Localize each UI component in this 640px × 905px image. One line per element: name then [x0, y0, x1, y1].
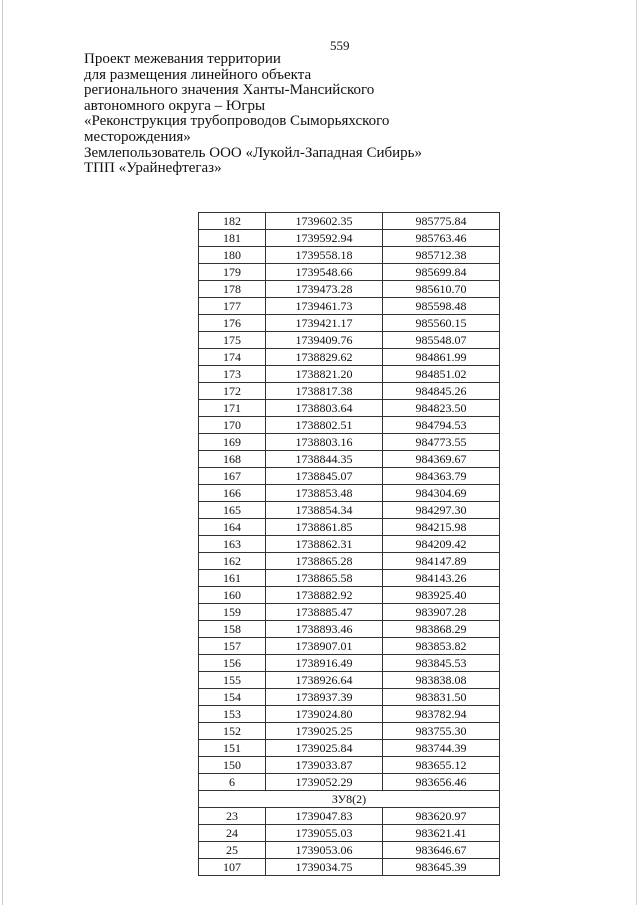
table-row [199, 859, 500, 876]
y-coordinate-cell: 984845.26 [383, 383, 500, 400]
header-line: «Реконструкция трубопроводов Сыморьяхского [84, 113, 390, 130]
point-number-cell: 181 [199, 230, 266, 247]
table-row [199, 740, 500, 757]
y-coordinate-cell: 984143.26 [383, 570, 500, 587]
y-coordinate-cell: 983621.41 [383, 825, 500, 842]
x-coordinate-cell: 1739409.76 [266, 332, 383, 349]
y-coordinate-cell: 984861.99 [383, 349, 500, 366]
y-coordinate-cell: 983755.30 [383, 723, 500, 740]
x-coordinate-cell: 1738916.49 [266, 655, 383, 672]
x-coordinate-cell: 1738844.35 [266, 451, 383, 468]
point-number-cell: 180 [199, 247, 266, 264]
point-number-cell: 172 [199, 383, 266, 400]
y-coordinate-cell: 983655.12 [383, 757, 500, 774]
y-coordinate-cell: 984823.50 [383, 400, 500, 417]
header-line: месторождения» [84, 128, 191, 145]
y-coordinate-cell: 985548.07 [383, 332, 500, 349]
table-row [199, 281, 500, 298]
table-row [199, 553, 500, 570]
table-row [199, 383, 500, 400]
x-coordinate-cell: 1739548.66 [266, 264, 383, 281]
point-number-cell: 165 [199, 502, 266, 519]
table-row [199, 468, 500, 485]
table-row [199, 774, 500, 791]
table-row [199, 434, 500, 451]
y-coordinate-cell: 985763.46 [383, 230, 500, 247]
x-coordinate-cell: 1738829.62 [266, 349, 383, 366]
table-row [199, 264, 500, 281]
x-coordinate-cell: 1738853.48 [266, 485, 383, 502]
y-coordinate-cell: 984363.79 [383, 468, 500, 485]
table-row [199, 842, 500, 859]
table-row [199, 485, 500, 502]
point-number-cell: 6 [199, 774, 266, 791]
y-coordinate-cell: 985598.48 [383, 298, 500, 315]
x-coordinate-cell: 1739055.03 [266, 825, 383, 842]
section-label: ЗУ8(2) [199, 791, 500, 808]
table-row [199, 570, 500, 587]
section-row [199, 791, 500, 808]
x-coordinate-cell: 1738926.64 [266, 672, 383, 689]
y-coordinate-cell: 985775.84 [383, 213, 500, 230]
table-row [199, 213, 500, 230]
x-coordinate-cell: 1738865.58 [266, 570, 383, 587]
table-row [199, 723, 500, 740]
x-coordinate-cell: 1738893.46 [266, 621, 383, 638]
point-number-cell: 167 [199, 468, 266, 485]
point-number-cell: 176 [199, 315, 266, 332]
table-row [199, 451, 500, 468]
table-row [199, 621, 500, 638]
y-coordinate-cell: 983925.40 [383, 587, 500, 604]
y-coordinate-cell: 983620.97 [383, 808, 500, 825]
header-line: регионального значения Ханты-Мансийского [84, 82, 375, 99]
page-edge-right [636, 0, 637, 905]
page-edge-left [2, 0, 3, 905]
x-coordinate-cell: 1739558.18 [266, 247, 383, 264]
point-number-cell: 168 [199, 451, 266, 468]
y-coordinate-cell: 984304.69 [383, 485, 500, 502]
table-row [199, 417, 500, 434]
table-row [199, 349, 500, 366]
coordinates-table-body [199, 213, 500, 876]
x-coordinate-cell: 1738803.16 [266, 434, 383, 451]
document-header [84, 52, 504, 177]
x-coordinate-cell: 1739033.87 [266, 757, 383, 774]
point-number-cell: 107 [199, 859, 266, 876]
point-number-cell: 169 [199, 434, 266, 451]
point-number-cell: 158 [199, 621, 266, 638]
y-coordinate-cell: 983831.50 [383, 689, 500, 706]
y-coordinate-cell: 984773.55 [383, 434, 500, 451]
x-coordinate-cell: 1738937.39 [266, 689, 383, 706]
x-coordinate-cell: 1738845.07 [266, 468, 383, 485]
x-coordinate-cell: 1738865.28 [266, 553, 383, 570]
point-number-cell: 162 [199, 553, 266, 570]
table-row [199, 519, 500, 536]
x-coordinate-cell: 1738803.64 [266, 400, 383, 417]
table-row [199, 247, 500, 264]
point-number-cell: 161 [199, 570, 266, 587]
y-coordinate-cell: 983845.53 [383, 655, 500, 672]
point-number-cell: 182 [199, 213, 266, 230]
x-coordinate-cell: 1739025.25 [266, 723, 383, 740]
table-row [199, 502, 500, 519]
page-number: 559 [330, 38, 350, 53]
point-number-cell: 170 [199, 417, 266, 434]
y-coordinate-cell: 984297.30 [383, 502, 500, 519]
table-row [199, 757, 500, 774]
x-coordinate-cell: 1739592.94 [266, 230, 383, 247]
point-number-cell: 157 [199, 638, 266, 655]
y-coordinate-cell: 984369.67 [383, 451, 500, 468]
point-number-cell: 178 [199, 281, 266, 298]
point-number-cell: 164 [199, 519, 266, 536]
y-coordinate-cell: 985699.84 [383, 264, 500, 281]
header-line: Землепользователь ООО «Лукойл-Западная Сибирь» [84, 144, 422, 161]
y-coordinate-cell: 984794.53 [383, 417, 500, 434]
point-number-cell: 175 [199, 332, 266, 349]
point-number-cell: 23 [199, 808, 266, 825]
point-number-cell: 166 [199, 485, 266, 502]
table-row [199, 706, 500, 723]
table-row [199, 400, 500, 417]
y-coordinate-cell: 983853.82 [383, 638, 500, 655]
table-row [199, 536, 500, 553]
table-row [199, 825, 500, 842]
y-coordinate-cell: 983838.08 [383, 672, 500, 689]
table-row [199, 366, 500, 383]
x-coordinate-cell: 1739053.06 [266, 842, 383, 859]
x-coordinate-cell: 1738885.47 [266, 604, 383, 621]
x-coordinate-cell: 1738821.20 [266, 366, 383, 383]
y-coordinate-cell: 983645.39 [383, 859, 500, 876]
table-row [199, 230, 500, 247]
x-coordinate-cell: 1739052.29 [266, 774, 383, 791]
y-coordinate-cell: 984215.98 [383, 519, 500, 536]
x-coordinate-cell: 1739025.84 [266, 740, 383, 757]
header-line: для размещения линейного объекта [84, 66, 312, 83]
point-number-cell: 171 [199, 400, 266, 417]
point-number-cell: 153 [199, 706, 266, 723]
point-number-cell: 152 [199, 723, 266, 740]
point-number-cell: 163 [199, 536, 266, 553]
y-coordinate-cell: 983656.46 [383, 774, 500, 791]
table-row [199, 298, 500, 315]
x-coordinate-cell: 1739421.17 [266, 315, 383, 332]
table-row [199, 604, 500, 621]
x-coordinate-cell: 1738862.31 [266, 536, 383, 553]
point-number-cell: 159 [199, 604, 266, 621]
point-number-cell: 155 [199, 672, 266, 689]
point-number-cell: 173 [199, 366, 266, 383]
point-number-cell: 24 [199, 825, 266, 842]
point-number-cell: 150 [199, 757, 266, 774]
table-row [199, 315, 500, 332]
y-coordinate-cell: 983744.39 [383, 740, 500, 757]
table-row [199, 672, 500, 689]
table-row [199, 587, 500, 604]
x-coordinate-cell: 1739047.83 [266, 808, 383, 825]
x-coordinate-cell: 1738882.92 [266, 587, 383, 604]
header-line: ТПП «Урайнефтегаз» [84, 160, 222, 177]
y-coordinate-cell: 985610.70 [383, 281, 500, 298]
x-coordinate-cell: 1739602.35 [266, 213, 383, 230]
point-number-cell: 154 [199, 689, 266, 706]
x-coordinate-cell: 1738854.34 [266, 502, 383, 519]
x-coordinate-cell: 1738802.51 [266, 417, 383, 434]
point-number-cell: 151 [199, 740, 266, 757]
table-row [199, 332, 500, 349]
point-number-cell: 156 [199, 655, 266, 672]
y-coordinate-cell: 984209.42 [383, 536, 500, 553]
table-row [199, 638, 500, 655]
point-number-cell: 160 [199, 587, 266, 604]
header-line: Проект межевания территории [84, 51, 281, 67]
table-row [199, 808, 500, 825]
y-coordinate-cell: 983646.67 [383, 842, 500, 859]
table-row [199, 689, 500, 706]
x-coordinate-cell: 1739024.80 [266, 706, 383, 723]
point-number-cell: 179 [199, 264, 266, 281]
y-coordinate-cell: 985712.38 [383, 247, 500, 264]
x-coordinate-cell: 1739473.28 [266, 281, 383, 298]
y-coordinate-cell: 983868.29 [383, 621, 500, 638]
x-coordinate-cell: 1739461.73 [266, 298, 383, 315]
x-coordinate-cell: 1738817.38 [266, 383, 383, 400]
x-coordinate-cell: 1738907.01 [266, 638, 383, 655]
header-line: автономного округа – Югры [84, 97, 266, 114]
y-coordinate-cell: 985560.15 [383, 315, 500, 332]
y-coordinate-cell: 984851.02 [383, 366, 500, 383]
point-number-cell: 177 [199, 298, 266, 315]
point-number-cell: 25 [199, 842, 266, 859]
y-coordinate-cell: 983782.94 [383, 706, 500, 723]
table-row [199, 655, 500, 672]
y-coordinate-cell: 984147.89 [383, 553, 500, 570]
coordinates-table [198, 212, 500, 876]
point-number-cell: 174 [199, 349, 266, 366]
x-coordinate-cell: 1738861.85 [266, 519, 383, 536]
x-coordinate-cell: 1739034.75 [266, 859, 383, 876]
y-coordinate-cell: 983907.28 [383, 604, 500, 621]
